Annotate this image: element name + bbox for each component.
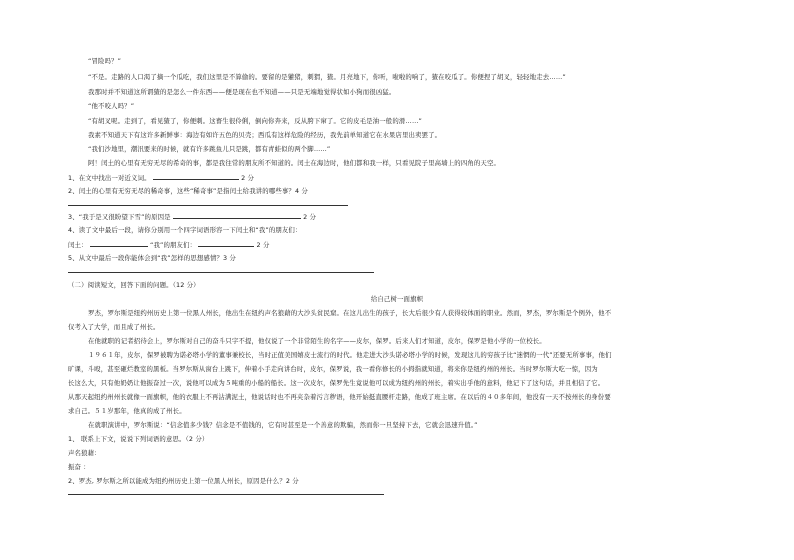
passage-line: 长这么大，只有他奶奶让他振奋过一次，说他可以成为５吨重的小船的船长。这一次皮尔，保罗先生竟说他可以成为纽约州的州长，着实出乎他的意料，他记下了这句话，并且相信了它。 [68,379,605,387]
answer-blank[interactable] [198,240,254,247]
section2-question-2: 2、罗杰, 罗尔斯之所以能成为纽约州历史上第一位黑人州长，原因是什么？2 分 [68,477,299,485]
story-line: “不是。走路的人口渴了摘一个瓜吃，我们这里是不算偷的。要留的是獾猪，刺猬，猹。月亮地下，你听，啦啦的响了，猹在咬瓜了。你便捏了胡叉，轻轻地走去……” [88,73,566,81]
story-line: 阿！闰土的心里有无穷无尽的希奇的事，都是我往常的朋友所不知道的。闰土在海边时，他们都和我一样，只看见院子里高墙上的四角的天空。 [88,159,501,167]
answer-blank[interactable] [173,212,301,219]
answer-blank[interactable] [153,173,239,180]
answer-label-friends: “我”的朋友们： [150,241,197,249]
question-4: 4、读了文中最后一段，请你分别用一个四字词语形容一下闰土和“我”的朋友们： [68,226,302,234]
question-2: 2、闰土的心里有无穷无尽的稀奇事，这些“稀奇事”是指闰土给我讲的哪些事？4 分 [68,187,308,195]
question-1 [68,173,254,182]
question-score: 2 分 [303,213,317,221]
answer-line[interactable] [68,205,348,206]
story-line: “他不咬人吗？” [88,102,135,110]
section-header: （二）阅读短文，回答下面的问题。（12 分） [68,281,200,289]
passage-line: 从那天起纽约州州长就像一面旗帜，他的衣服上不再沾满泥土，他说话时也不再夹杂着污言秽语，他开始挺直腰杆走路，他成了班主席。在以后的４０多年间，他没有一天不按州长的身份要 [68,393,611,401]
passage-line: 在就职演讲中，罗尔斯说：“信念值多少钱？信念是不值钱的，它有时甚至是一个善意的欺骗，然而你一旦坚持下去，它就会迅速升值。” [88,421,478,429]
passage-line: 求自己。５１岁那年，他真的成了州长。 [68,407,186,415]
answer-label-runtu: 闰土： [68,241,88,249]
passage-line: １９６１年，皮尔，保罗被聘为诺必塔小学的董事兼校长，当时正值美国嬉皮士流行的时代。他走进大沙头诺必塔小学的时候，发现这儿的穷孩子比“迷惘的一代”还要无所事事，他们 [88,351,612,359]
passage-line: 仅考入了大学，而且成了州长。 [68,323,160,331]
question-score: 2 分 [256,241,270,249]
passage-line: 在他就职的记者招待会上，罗尔斯对自己的奋斗只字不提，他仅说了一个非常陌生的名字——皮尔，保罗。后来人们才知道，皮尔，保罗是他小学的一位校长。 [88,337,546,345]
story-line: 我那时并不知道这所谓猹的是怎么一件东西——便是现在也不知道——只是无端地觉得状如小狗而很凶猛。 [88,88,396,96]
question-score: 2 分 [241,174,255,182]
story-line: 我素不知道天下有这许多新鲜事：海边有如许五色的贝壳；西瓜有这样危险的经历，我先前单知道它在水果店里出卖罢了。 [88,131,442,139]
answer-blank[interactable] [90,240,148,247]
question-5: 5、从文中最后一段你能体会到“我”怎样的思想感情？3 分 [68,254,236,262]
passage-line: 旷课，斗殴，甚至砸烂教室的黑板。当罗尔斯从窗台上跳下，伸着小手走向讲台时，皮尔，保罗说，我一看你修长的小拇指就知道，将来你是纽约州的州长。当时罗尔斯大吃一惊，因为 [68,365,598,373]
section2-question-1: 1、 联系上下文，说说下列词语的意思。（2 分） [68,435,209,443]
question-3 [68,212,316,221]
story-line: “我们沙地里，潮汛要来的时候，就有许多跳鱼儿只是跳，都有青蛙似的两个脚……” [88,145,331,153]
question-4-answers [68,240,270,249]
answer-line[interactable] [68,272,374,273]
answer-line[interactable] [68,494,384,495]
vocab-item-1: 声名狼藉： [68,449,101,457]
passage-line: 罗杰，罗尔斯是纽约州历史上第一位黑人州长，他出生在纽约声名狼藉的大沙头贫民窟。在这儿出生的孩子，长大后很少有人获得较体面的职业。然而，罗杰，罗尔斯是个例外，他不 [88,309,612,317]
passage-title: 给自己树一面旗帜 [370,295,424,303]
question-text: 3、“我于是又很盼望下雪”的原因是 [68,213,171,221]
story-line: “有胡叉呢。走到了，看见猹了，你便刺。这畜生很伶俐，倒向你奔来，反从胯下窜了。它的皮毛是油一般的滑……” [88,117,422,125]
vocab-item-2: 振奋 ： [68,463,90,471]
question-text: 1、在文中找出一对近义词。 [68,174,151,182]
story-line: “冒险吗？” [88,57,122,65]
